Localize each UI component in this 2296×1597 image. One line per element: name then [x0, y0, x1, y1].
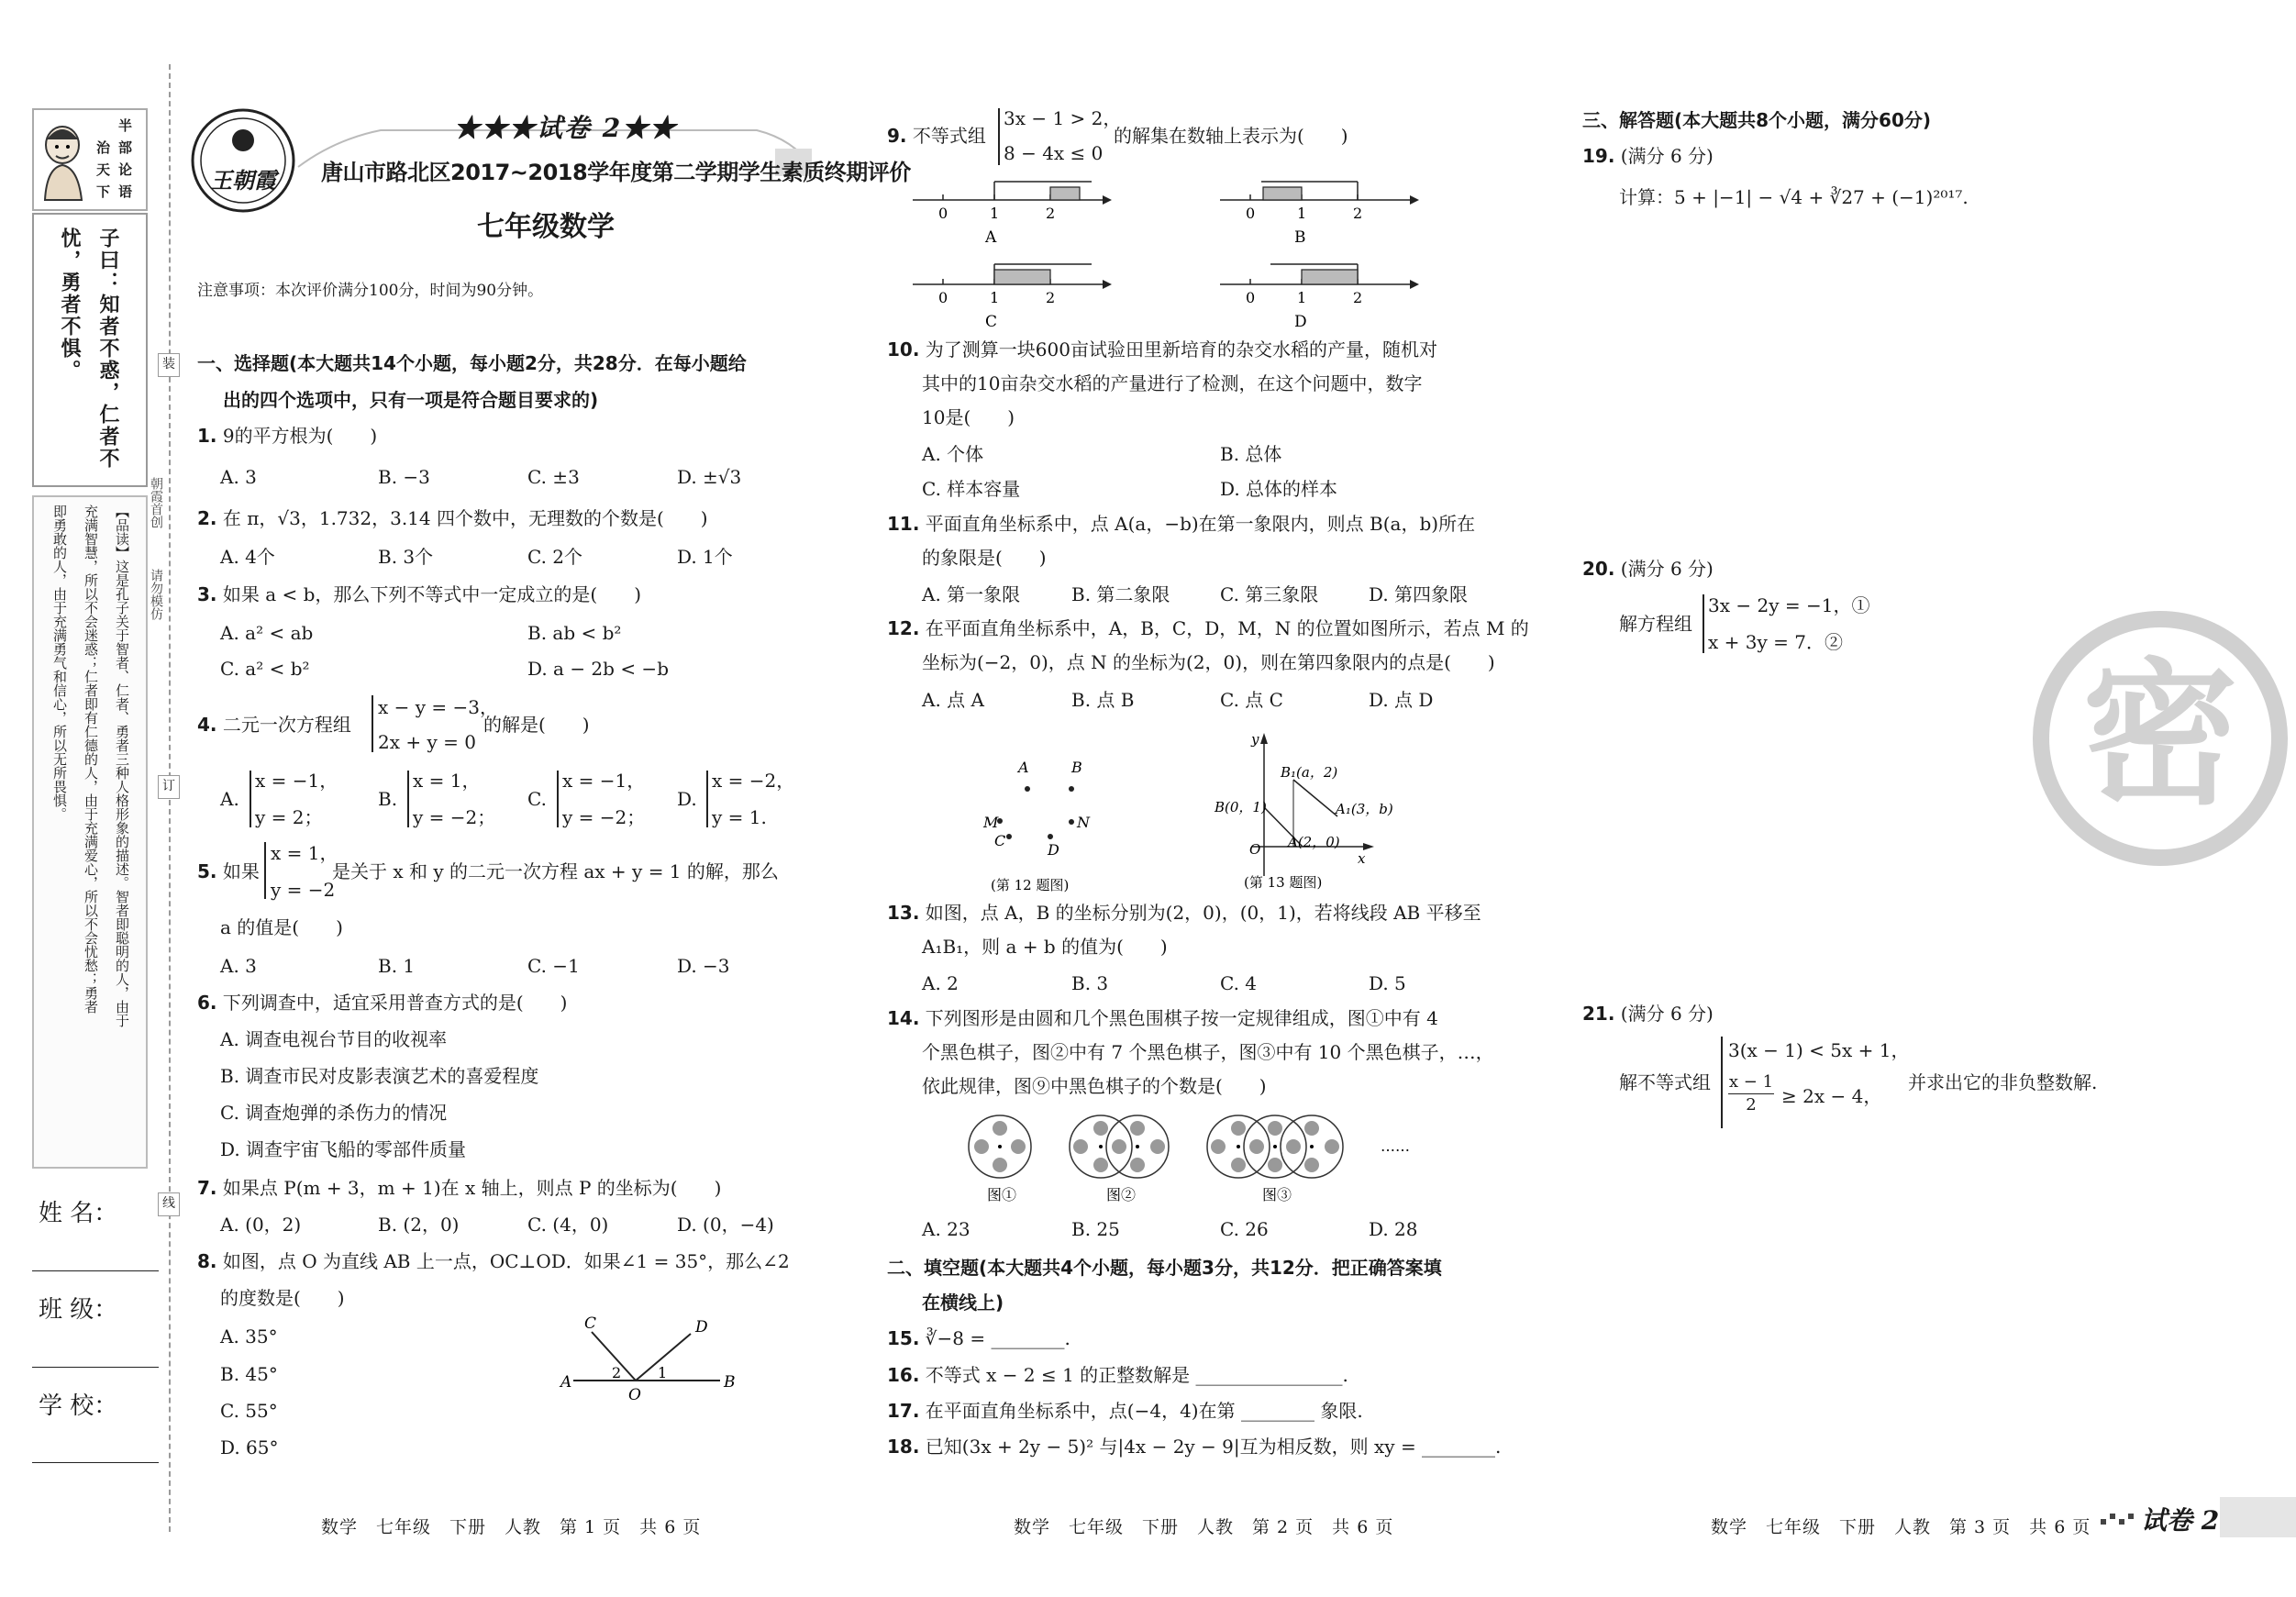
footer-decoration [2101, 1508, 2137, 1526]
sidebar-quote-box [32, 213, 148, 487]
q12-fig-caption: (第 12 题图) [991, 877, 1070, 893]
q3-option-b[interactable]: B. ab < b² [527, 622, 622, 644]
q9d-tick-2: 2 [1353, 289, 1363, 306]
q14-fig-3-label: 图③ [1262, 1186, 1292, 1203]
q14-stem-2: 个黑色棋子，图②中有 7 个黑色棋子，图③中有 10 个黑色棋子，…， [922, 1041, 1494, 1063]
q6-option-c[interactable]: C. 调查炮弹的杀伤力的情况 [220, 1102, 448, 1124]
q4-option-b-letter[interactable]: B. [378, 788, 398, 810]
name-field[interactable] [32, 1270, 159, 1271]
q13-axis-x: x [1358, 850, 1366, 867]
q3-option-c[interactable]: C. a² < b² [220, 658, 310, 680]
q5-option-c[interactable]: C. −1 [527, 955, 580, 977]
motto-char: 半 [118, 117, 133, 134]
q13-fig-caption: (第 13 题图) [1244, 874, 1323, 891]
seal-label-xian: 线 [158, 1192, 180, 1216]
section3-heading: 三、解答题(本大题共8个小题，满分60分) [1582, 109, 1932, 131]
q9c-tick-1: 1 [990, 289, 1000, 306]
paper-tag: ★★★试卷 2★★ [454, 113, 678, 143]
q5-stem-post: 是关于 x 和 y 的二元一次方程 ax + y = 1 的解，那么 [332, 860, 779, 882]
q21-header: 21. (满分 6 分) [1582, 1003, 1714, 1025]
seal-label-ding: 订 [158, 775, 180, 799]
q9b-tick-2: 2 [1353, 205, 1363, 222]
reading-col-1: 【品读】这是孔子关于智者、仁者、勇者三种人格形象的描述。智者即聪明的人，由于 [114, 505, 130, 1027]
school-field[interactable] [32, 1462, 159, 1463]
q21-eq1: 3(x − 1) < 5x + 1， [1728, 1039, 1910, 1061]
q13-option-a[interactable]: A. 2 [922, 972, 959, 994]
q8-figure [555, 1312, 738, 1403]
school-label: 学 校： [39, 1392, 118, 1420]
q5-system-eq2: y = −2 [271, 879, 336, 901]
q11-stem-2: 的象限是( ) [922, 547, 1047, 569]
q13-option-d[interactable]: D. 5 [1369, 972, 1406, 994]
sidebar-motto-box [32, 108, 148, 211]
q4-option-d-brace [706, 771, 708, 827]
q4-stem: 4. 二元一次方程组 [197, 714, 351, 736]
side-note-1: 朝霞首创 [149, 477, 163, 528]
q4-option-b-2[interactable]: y = −2； [413, 806, 496, 828]
q17[interactable]: 17. 在平面直角坐标系中，点(−4，4)在第 ________ 象限. [887, 1400, 1363, 1422]
side-note-2: 请勿模仿 [149, 569, 163, 620]
q20-system-brace [1703, 594, 1704, 653]
q9b-label: B [1294, 228, 1306, 247]
q14-option-d[interactable]: D. 28 [1369, 1218, 1418, 1240]
q12-figure [963, 752, 1147, 899]
q20-eq1: 3x − 2y = −1，① [1708, 594, 1870, 616]
q9d-label: D [1294, 313, 1307, 331]
q5-stem-pre: 5. 如果 [197, 860, 260, 882]
q13-label-a1: A₁(3，b) [1336, 801, 1393, 817]
notice: 注意事项：本次评价满分100分，时间为90分钟。 [197, 282, 544, 300]
q10-option-c[interactable]: C. 样本容量 [922, 478, 1021, 500]
q9-system-brace [998, 108, 1000, 165]
q18[interactable]: 18. 已知(3x + 2y − 5)² 与|4x − 2y − 9|互为相反数，则 xy = ________. [887, 1436, 1502, 1458]
section1-heading-1: 一、选择题(本大题共14个小题，每小题2分，共28分．在每小题给 [197, 352, 747, 374]
q2-option-d[interactable]: D. 1个 [677, 546, 733, 568]
q5-option-d[interactable]: D. −3 [677, 955, 730, 977]
q8-fig-angle-2: 2 [612, 1364, 622, 1381]
q20-header: 20. (满分 6 分) [1582, 558, 1714, 580]
q4-option-d-1[interactable]: x = −2， [712, 770, 795, 792]
seal-label-zhuang: 装 [158, 353, 180, 377]
q14-fig-1-label: 图① [987, 1186, 1017, 1203]
q21-fraction [1728, 1071, 1774, 1116]
footer-tag-text: 试卷 2 [2141, 1505, 2220, 1536]
q19-header: 19. (满分 6 分) [1582, 145, 1714, 167]
q5-system-eq1: x = 1， [271, 842, 338, 864]
q2-option-a[interactable]: A. 4个 [220, 546, 275, 568]
q10-option-a[interactable]: A. 个体 [922, 443, 984, 465]
q2-option-b[interactable]: B. 3个 [378, 546, 434, 568]
q4-option-a-brace [250, 771, 251, 827]
q4-option-d-letter[interactable]: D. [677, 788, 697, 810]
footer-page-1: 数学 七年级 下册 人教 第 1 页 共 6 页 [321, 1517, 702, 1537]
q4-option-a-1[interactable]: x = −1， [255, 770, 338, 792]
q11-option-d[interactable]: D. 第四象限 [1369, 583, 1469, 605]
q6-option-d[interactable]: D. 调查宇宙飞船的零部件质量 [220, 1138, 467, 1160]
class-field[interactable] [32, 1367, 159, 1368]
q6-option-a[interactable]: A. 调查电视台节目的收视率 [220, 1028, 448, 1050]
q6-option-b[interactable]: B. 调查市民对皮影表演艺术的喜爱程度 [220, 1065, 539, 1087]
q19-text: 计算：5 + |−1| − √4 + ∛27 + (−1)²⁰¹⁷. [1619, 186, 1969, 208]
q4-option-a-2[interactable]: y = 2； [255, 806, 323, 828]
q12-option-a[interactable]: A. 点 A [922, 689, 984, 711]
motto-char: 下 [96, 183, 111, 200]
reading-col-3: 即勇敢的人，由于充满勇气和信心，所以无所畏惧。 [51, 505, 68, 821]
subject-title: 七年级数学 [477, 211, 615, 243]
name-label: 姓 名： [39, 1200, 118, 1227]
q13-option-b[interactable]: B. 3 [1071, 972, 1109, 994]
q13-label-a: A(2，0) [1288, 834, 1340, 850]
q8-fig-label-b: B [724, 1373, 736, 1392]
q14-option-a[interactable]: A. 23 [922, 1218, 971, 1240]
q1-option-d[interactable]: D. ±√3 [677, 466, 742, 488]
q12-pt-c: C [994, 832, 1006, 849]
q14-stem: 14. 下列图形是由圆和几个黑色围棋子按一定规律组成，图①中有 4 [887, 1007, 1438, 1029]
q7-option-b[interactable]: B. (2，0) [378, 1214, 460, 1236]
reading-col-2: 充满智慧，所以不会迷惑；仁者即有仁德的人，由于充满爱心，所以不会忧愁；勇者 [83, 505, 99, 1014]
motto-char: 天 [96, 161, 111, 178]
q4-system-eq2: 2x + y = 0 [378, 731, 476, 753]
q3-option-d[interactable]: D. a − 2b < −b [527, 658, 669, 680]
motto-char: 论 [118, 161, 133, 178]
class-label: 班 级： [39, 1296, 118, 1324]
q2-option-c[interactable]: C. 2个 [527, 546, 583, 568]
q12-pt-a: A [1018, 759, 1029, 776]
footer-paper-tag [2101, 1497, 2296, 1537]
q4-option-d-2[interactable]: y = 1. [712, 806, 767, 828]
q8-fig-angle-1: 1 [658, 1364, 668, 1381]
q11-option-c[interactable]: C. 第三象限 [1220, 583, 1319, 605]
footer-page-3: 数学 七年级 下册 人教 第 3 页 共 6 页 [1711, 1517, 2091, 1537]
q12-option-c[interactable]: C. 点 C [1220, 689, 1283, 711]
q11-option-b[interactable]: B. 第二象限 [1071, 583, 1170, 605]
q11-option-a[interactable]: A. 第一象限 [922, 583, 1021, 605]
footer-page-2: 数学 七年级 下册 人教 第 2 页 共 6 页 [1014, 1517, 1394, 1537]
section2-heading-1: 二、填空题(本大题共4个小题，每小题3分，共12分．把正确答案填 [887, 1257, 1442, 1279]
q9c-tick-2: 2 [1046, 289, 1056, 306]
q9c-label: C [985, 313, 998, 331]
q9b-tick-0: 0 [1246, 205, 1256, 222]
q20-eq2: x + 3y = 7．② [1708, 631, 1843, 653]
q4-option-a-letter[interactable]: A. [220, 788, 239, 810]
q14-fig-2-label: 图② [1106, 1186, 1137, 1203]
q12-pt-n: N [1077, 814, 1090, 831]
q13-option-c[interactable]: C. 4 [1220, 972, 1258, 994]
q13-origin: O [1249, 841, 1261, 858]
quote-line-2: 忧，勇者不惧。 [58, 227, 82, 382]
section2-heading-2: 在横线上) [922, 1292, 1004, 1314]
q4-option-c-letter[interactable]: C. [527, 788, 547, 810]
q9-option-c-numberline[interactable] [908, 259, 1119, 341]
q9a-tick-1: 1 [990, 205, 1000, 222]
q13-axis-y: y [1251, 731, 1259, 748]
q3-option-a[interactable]: A. a² < ab [220, 622, 314, 644]
q8-fig-label-o: O [628, 1386, 641, 1404]
q8-stem: 8. 如图，点 O 为直线 AB 上一点，OC⊥OD．如果∠1 = 35°，那么∠2 [197, 1250, 790, 1272]
logo-text: 王朝霞 [210, 167, 276, 194]
q9a-tick-0: 0 [938, 205, 948, 222]
q9b-tick-1: 1 [1297, 205, 1307, 222]
q21-frac-num: x − 1 [1728, 1071, 1774, 1094]
q11-stem: 11. 平面直角坐标系中，点 A(a，−b)在第一象限内，则点 B(a，b)所在 [887, 513, 1476, 535]
confucius-figure-icon [38, 117, 91, 202]
q8-option-b[interactable]: B. 45° [220, 1363, 278, 1385]
q12-stem: 12. 在平面直角坐标系中，A，B，C，D，M，N 的位置如图所示，若点 M 的 [887, 617, 1529, 639]
q14-fig-ellipsis: …… [1381, 1137, 1410, 1155]
q9c-tick-0: 0 [938, 289, 948, 306]
q1-option-a[interactable]: A. 3 [220, 466, 257, 488]
q21-eq2: ≥ 2x − 4， [1781, 1085, 1882, 1107]
q9d-tick-1: 1 [1297, 289, 1307, 306]
q12-pt-d: D [1048, 841, 1059, 859]
q12-pt-m: M [983, 814, 999, 831]
q14-stem-3: 依此规律，图⑨中黑色棋子的个数是( ) [922, 1075, 1267, 1097]
q13-label-b1: B₁(a，2) [1281, 764, 1338, 781]
q10-stem: 10. 为了测算一块600亩试验田里新培育的杂交水稻的产量，随机对 [887, 338, 1437, 360]
q7-stem: 7. 如果点 P(m + 3，m + 1)在 x 轴上，则点 P 的坐标为( ) [197, 1177, 722, 1199]
q14-figure [963, 1105, 1440, 1206]
motto-char: 治 [96, 139, 111, 156]
q10-option-d[interactable]: D. 总体的样本 [1220, 478, 1338, 500]
q8-fig-label-c: C [584, 1314, 597, 1333]
q5-stem-2: a 的值是( ) [220, 916, 343, 938]
q9-stem-post: 的解集在数轴上表示为( ) [1114, 125, 1348, 147]
q4-system-brace [372, 695, 373, 752]
q16[interactable]: 16. 不等式 x − 2 ≤ 1 的正整数解是 ________________. [887, 1364, 1348, 1386]
sidebar-reading-box [32, 495, 148, 1169]
q4-option-c-2[interactable]: y = −2； [562, 806, 646, 828]
q1-stem: 1. 9的平方根为( ) [197, 425, 378, 447]
q5-option-b[interactable]: B. 1 [378, 955, 416, 977]
q1-option-c[interactable]: C. ±3 [527, 466, 580, 488]
exam-title: 唐山市路北区2017~2018学年度第二学期学生素质终期评价 [321, 160, 911, 185]
motto-char: 部 [118, 139, 133, 156]
q14-option-c[interactable]: C. 26 [1220, 1218, 1269, 1240]
q13-stem-2: A₁B₁，则 a + b 的值为( ) [922, 936, 1168, 958]
q12-option-d[interactable]: D. 点 D [1369, 689, 1434, 711]
confidential-seal-watermark [2027, 605, 2293, 871]
q9-stem-pre: 9. 不等式组 [887, 125, 986, 147]
q2-stem: 2. 在 π，√3，1.732，3.14 四个数中，无理数的个数是( ) [197, 507, 708, 529]
q4-option-c-brace [557, 771, 559, 827]
q5-system-brace [264, 842, 266, 899]
q21-pre: 解不等式组 [1619, 1071, 1711, 1093]
q7-option-d[interactable]: D. (0，−4) [677, 1214, 774, 1236]
brand-logo [188, 105, 298, 216]
q9-option-a-numberline[interactable] [908, 174, 1119, 257]
q9-system-eq1: 3x − 1 > 2， [1004, 107, 1122, 129]
q21-system-brace [1721, 1037, 1723, 1128]
q6-stem: 6. 下列调查中，适宜采用普查方式的是( ) [197, 992, 568, 1014]
q3-stem: 3. 如果 a < b，那么下列不等式中一定成立的是( ) [197, 583, 642, 605]
q8-stem-2: 的度数是( ) [220, 1287, 345, 1309]
q8-fig-label-d: D [695, 1318, 708, 1336]
q10-option-b[interactable]: B. 总体 [1220, 443, 1282, 465]
q5-option-a[interactable]: A. 3 [220, 955, 257, 977]
q7-option-c[interactable]: C. (4，0) [527, 1214, 609, 1236]
q4-option-b-brace [407, 771, 409, 827]
q7-option-a[interactable]: A. (0，2) [220, 1214, 302, 1236]
q9d-tick-0: 0 [1246, 289, 1256, 306]
q4-option-c-1[interactable]: x = −1， [562, 770, 646, 792]
q10-stem-2: 其中的10亩杂交水稻的产量进行了检测，在这个问题中，数字 [922, 372, 1423, 394]
q8-option-a[interactable]: A. 35° [220, 1325, 278, 1347]
q20-pre: 解方程组 [1619, 613, 1692, 635]
watermark-char: 密 [2081, 643, 2239, 826]
q4-option-b-1[interactable]: x = 1， [413, 770, 481, 792]
quote-line-1: 子曰：知者不惑，仁者不 [96, 227, 120, 470]
q4-system-eq1: x − y = −3， [378, 696, 499, 718]
q13-label-b: B(0，1) [1215, 799, 1267, 815]
q12-option-b[interactable]: B. 点 B [1071, 689, 1135, 711]
q8-fig-label-a: A [560, 1373, 572, 1392]
section1-heading-2: 出的四个选项中，只有一项是符合题目要求的) [223, 389, 599, 411]
q13-figure [1202, 729, 1393, 894]
q9a-tick-2: 2 [1046, 205, 1056, 222]
q4-stem-post: 的解是( ) [483, 714, 590, 736]
q9-option-d-numberline[interactable] [1215, 259, 1426, 341]
q9a-label: A [985, 228, 997, 247]
q21-frac-den: 2 [1746, 1095, 1757, 1115]
q10-stem-3: 10是( ) [922, 406, 1015, 428]
q12-stem-2: 坐标为(−2，0)，点 N 的坐标为(2，0)，则在第四象限内的点是( ) [922, 651, 1495, 673]
q21-post: 并求出它的非负整数解. [1908, 1071, 2098, 1093]
q9-system-eq2: 8 − 4x ≤ 0 [1004, 142, 1104, 164]
q8-option-d[interactable]: D. 65° [220, 1436, 279, 1458]
q15[interactable]: 15. ∛−8 = ________. [887, 1327, 1070, 1349]
q8-option-c[interactable]: C. 55° [220, 1400, 278, 1422]
q12-pt-b: B [1071, 759, 1082, 776]
q1-option-b[interactable]: B. −3 [378, 466, 430, 488]
q13-stem: 13. 如图，点 A，B 的坐标分别为(2，0)，(0，1)，若将线段 AB 平移至 [887, 902, 1481, 924]
motto-char: 语 [118, 183, 133, 200]
q14-option-b[interactable]: B. 25 [1071, 1218, 1120, 1240]
q9-option-b-numberline[interactable] [1215, 174, 1426, 257]
